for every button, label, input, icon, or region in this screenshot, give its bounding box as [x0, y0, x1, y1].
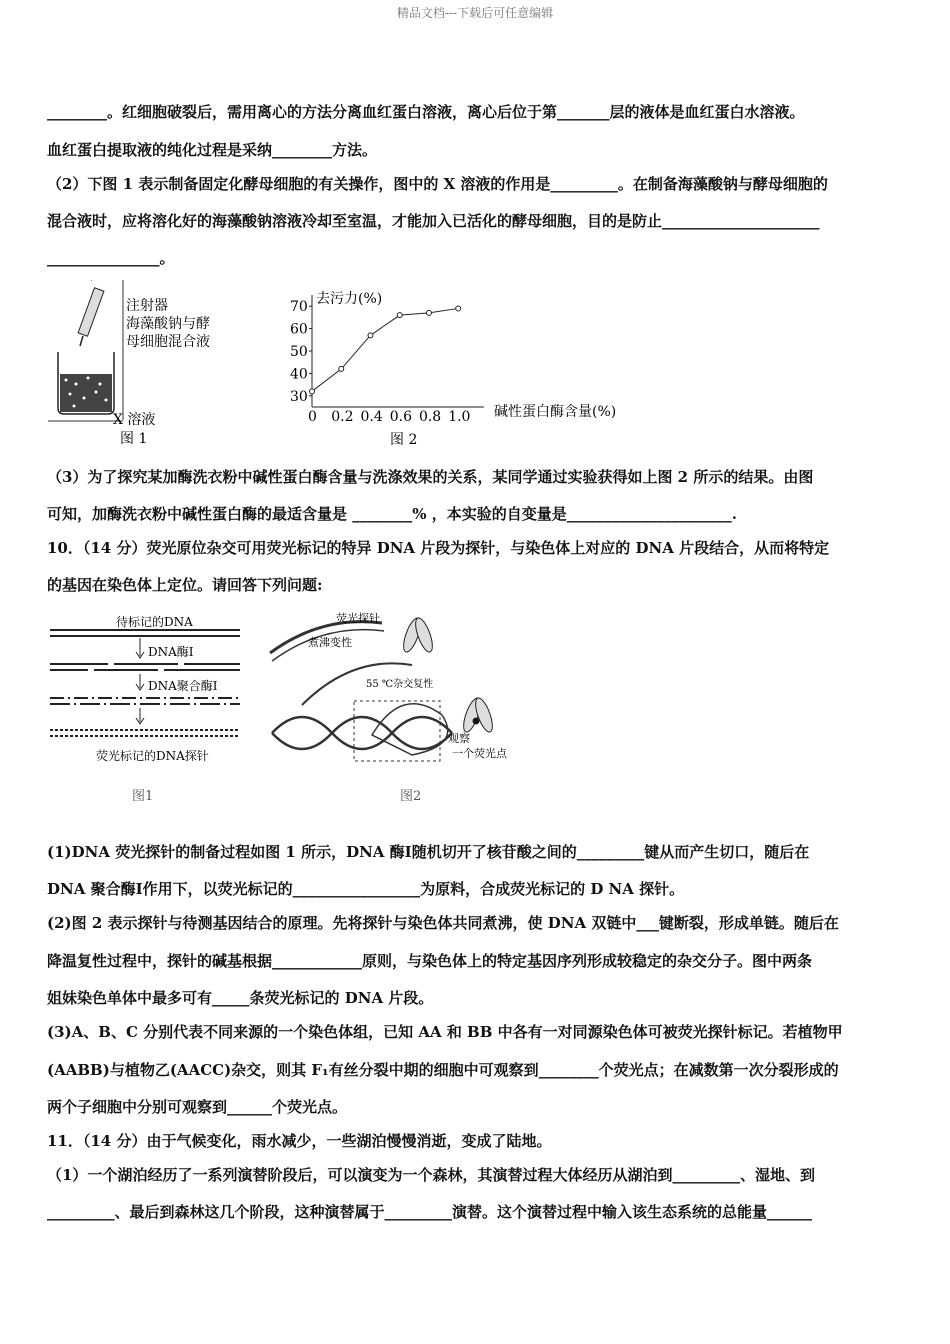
figure-probe-preparation	[48, 608, 248, 808]
x-tick-label: 0.6	[389, 409, 412, 425]
data-point	[339, 366, 344, 371]
mix-label-2: 母细胞混合液	[126, 334, 210, 350]
mix-label-1: 海藻酸钠与酵	[126, 316, 210, 332]
observe-label: 观察	[448, 732, 470, 745]
text-line: （2）下图 1 表示制备固定化酵母细胞的有关操作，图中的 X 溶液的作用是_________。在制备海藻酸钠与酵母细胞的	[47, 175, 828, 193]
text-line: ________。红细胞破裂后，需用离心的方法分离血红蛋白溶液，离心后位于第_______层的液体是血红蛋白水溶液。	[47, 103, 805, 121]
text-line: (2)图 2 表示探针与待测基因结合的原理。先将探针与染色体共同煮沸，使 DNA 双链中___键断裂，形成单链。随后在	[47, 914, 839, 932]
probe-label: 荧光探针	[336, 612, 380, 625]
data-point	[397, 313, 402, 318]
x-axis-label: 碱性蛋白酶含量(%)	[494, 404, 617, 420]
data-point	[456, 306, 461, 311]
text-line: 混合液时，应将溶化好的海藻酸钠溶液冷却至室温，才能加入已活化的酵母细胞，目的是防止_____________________	[47, 212, 820, 230]
hybrid-region	[354, 701, 440, 761]
text-line: (1)DNA 荧光探针的制备过程如图 1 所示，DNA 酶Ⅰ随机切开了核苷酸之间的_________键从而产生切口，随后在	[47, 843, 810, 861]
text-line: _______________。	[47, 249, 175, 267]
text-line: （1）一个湖泊经历了一系列演替阶段后，可以演变为一个森林，其演替过程大体经历从湖泊到_________、湿地、到	[47, 1166, 815, 1184]
figure-2-chart	[282, 285, 662, 450]
chromosome-icon	[400, 616, 496, 734]
text-line: _________、最后到森林这几个阶段，这种演替属于_________演替。这个演替过程中输入该生态系统的总能量______	[47, 1203, 813, 1221]
text-line: (3)A、B、C 分别代表不同来源的一个染色体组，已知 AA 和 BB 中各有一对同源染色体可被荧光探针标记。若植物甲	[47, 1023, 843, 1041]
text-line: 10．（14 分）荧光原位杂交可用荧光标记的特异 DNA 片段为探针，与染色体上对应的 DNA 片段结合，从而将特定	[47, 539, 830, 557]
y-tick-label: 50	[290, 344, 308, 360]
spot-label: 一个荧光点	[452, 747, 507, 760]
boil-label: 煮沸变性	[308, 636, 352, 649]
figure-hybridization	[262, 605, 542, 810]
step-dnase: DNA酶Ⅰ	[148, 645, 194, 659]
text-line: 11．（14 分）由于气候变化，雨水减少，一些湖泊慢慢消逝，变成了陆地。	[47, 1132, 552, 1150]
text-line: 降温复性过程中，探针的碱基根据____________原则，与染色体上的特定基因序列形成较稳定的杂交分子。图中两条	[47, 952, 813, 970]
text-line: 的基因在染色体上定位。请回答下列问题:	[47, 576, 323, 594]
series-line	[312, 308, 458, 391]
figure-caption: 图 1	[120, 431, 148, 447]
text-line: 两个子细胞中分别可观察到______个荧光点。	[47, 1098, 348, 1116]
text-line: （3）为了探究某加酶洗衣粉中碱性蛋白酶含量与洗涤效果的关系，某同学通过实验获得如上图 2 所示的结果。由图	[47, 468, 814, 486]
figure-caption: 图2	[400, 789, 422, 804]
renature-label: 55 ℃杂交复性	[366, 679, 434, 690]
y-tick-label: 60	[290, 321, 308, 338]
figure-caption: 图 2	[390, 432, 418, 448]
y-tick-label: 30	[290, 388, 308, 405]
x-tick-label: 0	[308, 409, 317, 425]
x-tick-label: 0.2	[331, 409, 354, 425]
data-point	[368, 333, 373, 338]
x-tick-label: 0.4	[360, 409, 383, 425]
step-polymerase: DNA聚合酶Ⅰ	[148, 679, 218, 693]
figure-caption: 图1	[132, 789, 154, 804]
text-line: 姐妹染色单体中最多可有_____条荧光标记的 DNA 片段。	[47, 989, 434, 1007]
x-tick-label: 1.0	[448, 409, 471, 425]
y-tick-label: 70	[290, 299, 308, 316]
text-line: DNA 聚合酶Ⅰ作用下，以荧光标记的_________________为原料，合成荧光标记的 D NA 探针。	[47, 880, 685, 898]
page-header: 精品文档---下载后可任意编辑	[396, 6, 554, 20]
data-point	[310, 389, 315, 394]
beaker-icon	[58, 352, 114, 414]
data-point	[426, 310, 431, 315]
syringe-icon	[78, 280, 104, 346]
text-line: 可知，加酶洗衣粉中碱性蛋白酶的最适含量是 ________% ，本实验的自变量是______________________.	[47, 505, 737, 523]
y-axis-label: 去污力(%)	[316, 291, 383, 307]
text-line: 血红蛋白提取液的纯化过程是采纳________方法。	[47, 141, 378, 159]
text-line: (AABB)与植物乙(AACC)杂交，则其 F₁有丝分裂中期的细胞中可观察到________个荧光点；在减数第一次分裂形成的	[47, 1061, 839, 1079]
x-tick-label: 0.8	[418, 409, 442, 425]
figure-1-apparatus	[48, 280, 248, 450]
dna-title: 待标记的DNA	[116, 615, 193, 629]
probe-result: 荧光标记的DNA探针	[96, 749, 209, 763]
x-solution-label: X 溶液	[113, 412, 156, 428]
syringe-label: 注射器	[126, 298, 168, 314]
y-tick-label: 40	[290, 366, 308, 383]
